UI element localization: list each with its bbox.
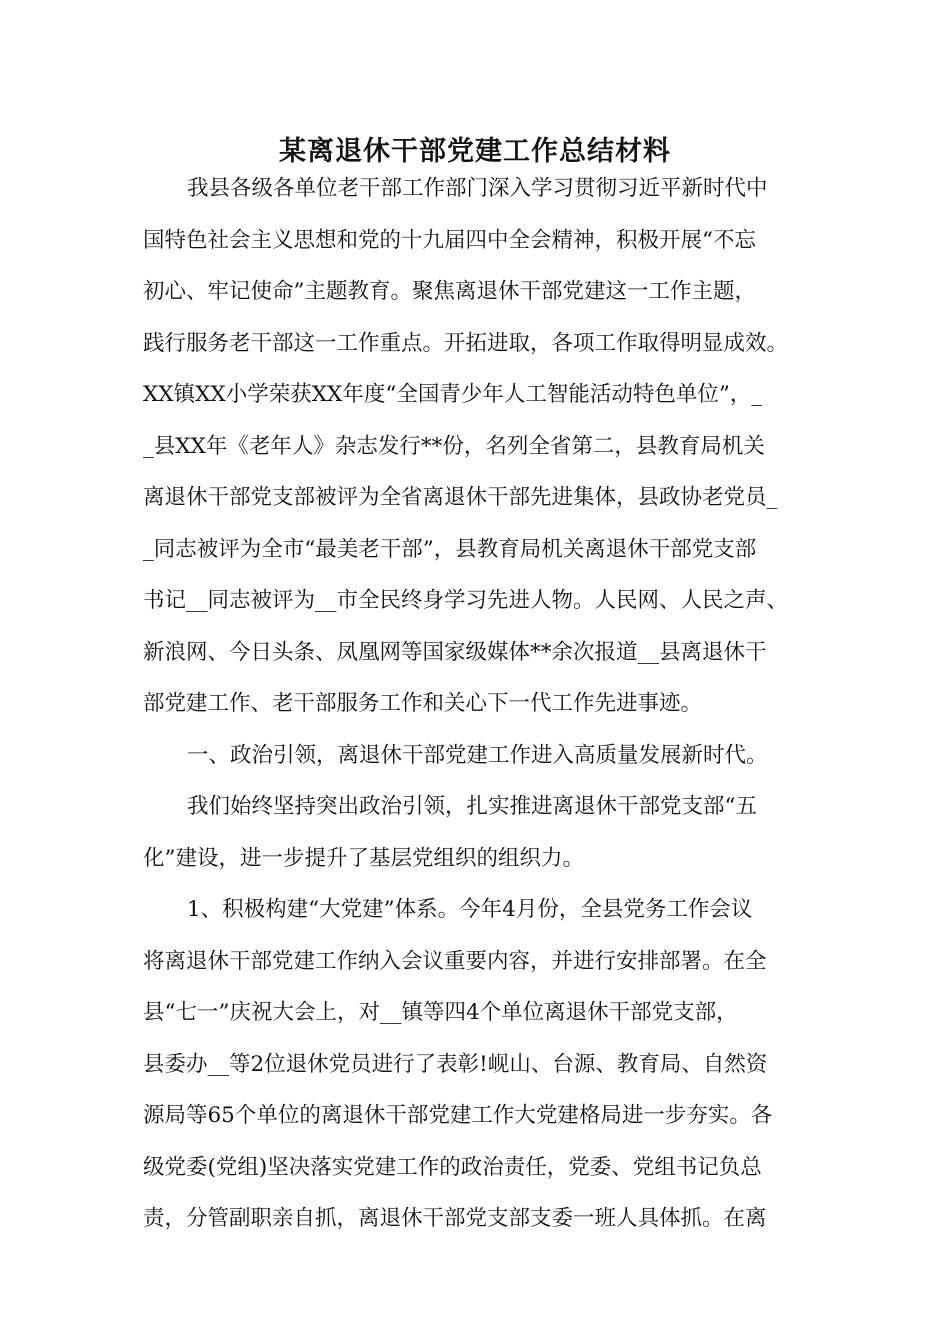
document-body: [143, 163, 811, 1245]
body-line: 部党建工作、老干部服务工作和关心下一代工作先进事迹。: [143, 691, 703, 716]
body-line: 将离退休干部党建工作纳入会议重要内容，并进行安排部署。在全: [143, 948, 767, 974]
body-line: 源局等65个单位的离退休干部党建工作大党建格局进一步夯实。各: [143, 1103, 773, 1128]
body-line: 县“七一”庆祝大会上，对__镇等四4个单位离退休干部党支部，: [143, 1000, 738, 1025]
body-line: 1、积极构建“大党建”体系。今年4月份，全县党务工作会议: [187, 897, 753, 922]
body-line: 一、政治引领，离退休干部党建工作进入高质量发展新时代。: [187, 742, 768, 768]
body-line: 离退休干部党支部被评为全省离退休干部先进集体，县政协老党员_: [143, 485, 778, 510]
body-line: 级党委(党组)坚决落实党建工作的政治责任，党委、党组书记负总: [143, 1154, 762, 1180]
body-line: 新浪网、今日头条、凤凰网等国家级媒体**余次报道__县离退休干: [143, 639, 767, 665]
body-line: 践行服务老干部这一工作重点。开拓进取，各项工作取得明显成效。: [143, 330, 789, 356]
body-line: _县XX年《老年人》杂志发行**份，名列全省第二，县教育局机关: [143, 433, 765, 459]
body-line: 责，分管副职亲自抓，离退休干部党支部支委一班人具体抓。在离: [143, 1206, 767, 1231]
body-line: _同志被评为全市“最美老干部”，县教育局机关离退休干部党支部: [143, 536, 757, 562]
body-line: 我县各级各单位老干部工作部门深入学习贯彻习近平新时代中: [187, 176, 768, 201]
body-line: 初心、牢记使命”主题教育。聚焦离退休干部党建这一工作主题，: [143, 279, 756, 304]
document-title: 某离退休干部党建工作总结材料: [279, 136, 671, 167]
body-line: 化”建设，进一步提升了基层党组织的组织力。: [143, 845, 584, 871]
body-line: XX镇XX小学荣获XX年度“全国青少年人工智能活动特色单位”，_: [143, 382, 763, 407]
body-line: 县委办__等2位退休党员进行了表彰!岘山、台源、教育局、自然资: [143, 1051, 768, 1077]
body-line: 书记__同志被评为__市全民终身学习先进人物。人民网、人民之声、: [143, 588, 789, 613]
body-line: 我们始终坚持突出政治引领，扎实推进离退休干部党支部“五: [187, 794, 757, 819]
body-line: 国特色社会主义思想和党的十九届四中全会精神，积极开展“不忘: [143, 227, 756, 253]
